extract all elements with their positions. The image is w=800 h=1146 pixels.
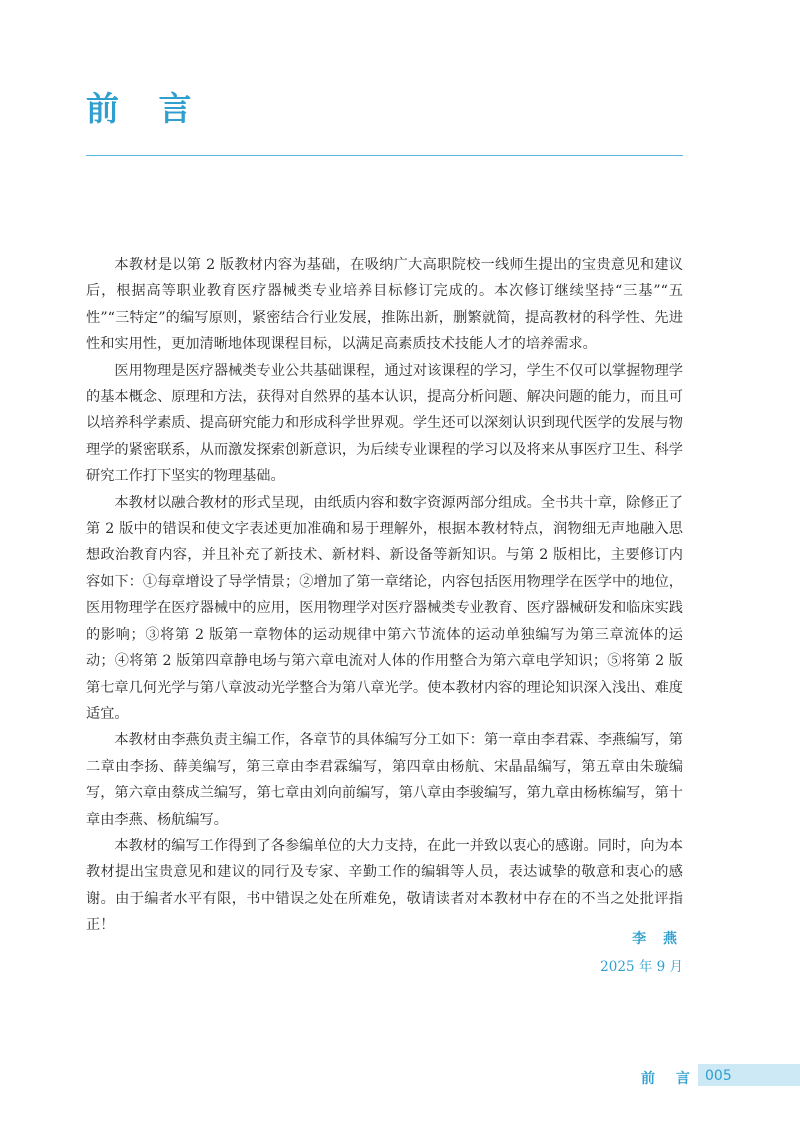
paragraph: 医用物理是医疗器械类专业公共基础课程，通过对该课程的学习，学生不仅可以掌握物理学的基本概念、原理和方法，获得对自然界的基本认识，提高分析问题、解决问题的能力，而且可以培养科学素质、提高研究能力和形成科学世界观。学生还可以深刻认识到现代医学的发展与物理学的紧密联系，从而激发探索创新意识，为后续专业课程的学习以及将来从事医疗卫生、科学研究工作打下坚实的物理基础。	[86, 362, 683, 485]
preface-body	[86, 252, 683, 939]
paragraph: 本教材是以第 2 版教材内容为基础，在吸纳广大高职院校一线师生提出的宝贵意见和建议后，根据高等职业教育医疗器械类专业培养目标修订完成的。本次修订继续坚持“三基”“五性”“三特定”的编写原则，紧密结合行业发展，推陈出新，删繁就简，提高教材的科学性、先进性和实用性，更加清晰地体现课程目标，以满足高素质技术技能人才的培养需求。	[86, 257, 683, 353]
signature-date: 2025 年 9 月	[600, 959, 683, 975]
paragraph: 本教材以融合教材的形式呈现，由纸质内容和数字资源两部分组成。全书共十章，除修正了第 2 版中的错误和使文字表述更加准确和易于理解外，根据本教材特点，润物细无声地融入思想政治教育内容，并且补充了新技术、新材料、新设备等新知识。与第 2 版相比，主要修订内容如下：①每章增设了导学情景；②增加了第一章绪论，内容包括医用物理学在医学中的地位，医用物理学在医疗器械中的应用，医用物理学对医疗器械类专业教育、医疗器械研发和临床实践的影响；③将第 2 版第一章物体的运动规律中第六节流体的运动单独编写为第三章流体的运动；④将第 2 版第四章静电场与第六章电流对人体的作用整合为第六章电学知识；⑤将第 2 版第七章几何光学与第八章波动光学整合为第八章光学。使本教材内容的理论知识深入浅出、难度适宜。	[86, 494, 683, 722]
title-divider	[86, 155, 683, 156]
author-signature: 李 燕	[632, 931, 683, 947]
paragraph: 本教材由李燕负责主编工作，各章节的具体编写分工如下：第一章由李君霖、李燕编写，第二章由李扬、薛美编写，第三章由李君霖编写，第四章由杨航、宋晶晶编写，第五章由朱璇编写，第六章由蔡成兰编写，第七章由刘向前编写，第八章由李骏编写，第九章由杨栋编写，第十章由李燕、杨航编写。	[86, 732, 683, 828]
paragraph: 本教材的编写工作得到了各参编单位的大力支持，在此一并致以衷心的感谢。同时，向为本教材提出宝贵意见和建议的同行及专家、辛勤工作的编辑等人员，表达诚挚的敬意和衷心的感谢。由于编者水平有限，书中错误之处在所难免，敬请读者对本教材中存在的不当之处批评指正！	[86, 837, 683, 934]
page-number: 005	[705, 1068, 732, 1084]
footer-section-label: 前 言	[641, 1071, 698, 1087]
page-title: 前 言	[86, 89, 206, 128]
